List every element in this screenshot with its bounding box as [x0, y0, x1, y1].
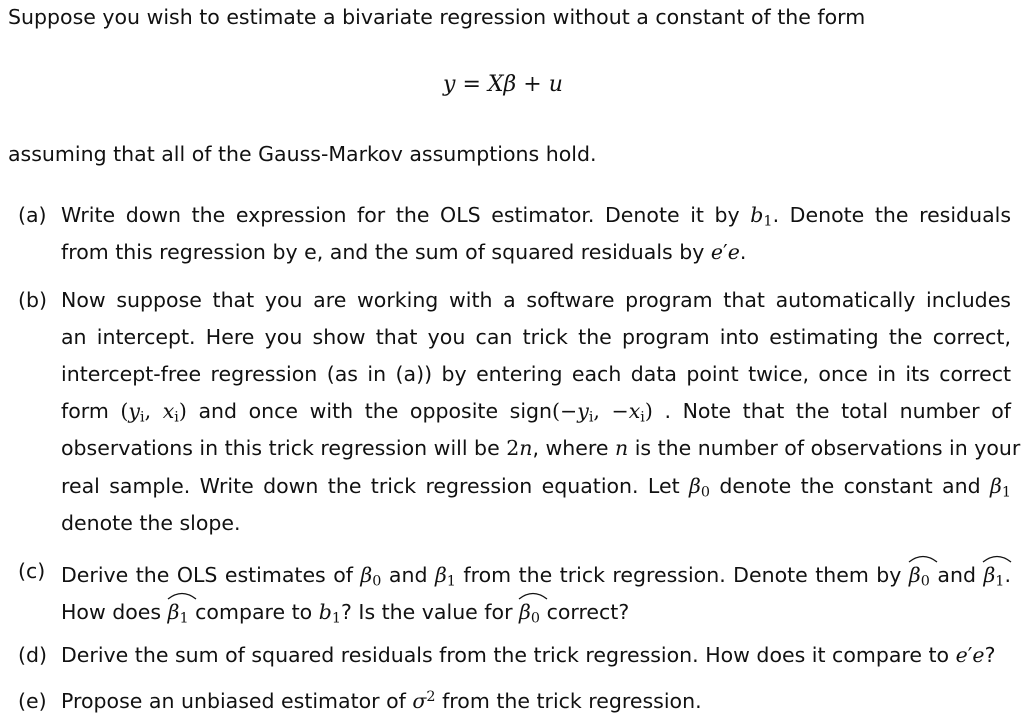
hat-accent [982, 553, 1012, 563]
part-d-line1: Derive the sum of squared residuals from the trick regression. How does it compare to e′e? [61, 643, 996, 667]
hat-accent [908, 553, 938, 563]
part-e-label: (e) [18, 689, 47, 713]
beta1-symbol: $\beta_1$ [434, 563, 456, 590]
2n-symbol: 2n [506, 436, 533, 460]
sigma-squared-symbol: $\sigma^2$ [412, 689, 436, 714]
part-b-line5: observations in this trick regression will be 2n, where n is the number of observations in your [61, 436, 1021, 460]
part-a-line1: Write down the expression for the OLS estimator. Denote it by $b_1$. Denote the residuals [61, 203, 1012, 230]
beta0-symbol: $\beta_0$ [360, 563, 382, 590]
beta0-hat-symbol: $\beta_0$ [909, 559, 930, 590]
beta1-symbol: $\beta_1$ [990, 474, 1011, 501]
part-c-line1: Derive the OLS estimates of $\beta_0$ and $\beta_1$ from the trick regression. Denote them by $\beta_0$ and $\beta_1$. [61, 559, 1011, 590]
intro-sentence: Suppose you wish to estimate a bivariate regression without a constant of the form [8, 5, 866, 29]
b1-symbol: $b_1$ [750, 203, 773, 230]
yi-xi-pair: ($y_i$, $x_i$) [120, 399, 187, 426]
part-b-line3: intercept-free regression (as in (a)) by entering each data point twice, once in its correct [61, 362, 1011, 386]
part-b-line6: real sample. Write down the trick regression equation. Let $\beta_0$ denote the constant and $\beta_1$ [61, 474, 1011, 501]
beta1-hat-symbol: $\beta_1$ [168, 596, 189, 627]
part-b-line7: denote the slope. [61, 511, 241, 535]
part-c-label: (c) [18, 559, 46, 583]
eprime-e-symbol: e′e [710, 240, 740, 264]
part-b-label: (b) [18, 288, 48, 312]
hat-accent [167, 590, 197, 600]
eprime-e-symbol: e′e [955, 643, 985, 667]
part-a-label: (a) [18, 203, 47, 227]
part-b-line1: Now suppose that you are working with a software program that automatically includes [61, 288, 1011, 312]
part-a-line2: from this regression by e, and the sum of squared residuals by e′e. [61, 240, 747, 264]
beta1-hat-symbol: $\beta_1$ [983, 559, 1004, 590]
part-c-line2: How does $\beta_1$ compare to $b_1$? Is the value for $\beta_0$ correct? [61, 596, 629, 627]
part-d-label: (d) [18, 643, 48, 667]
n-symbol: n [615, 436, 629, 460]
part-b-line4: form ($y_i$, $x_i$) and once with the opposite $sign(-y_i$, $-x_i$) . Note that the total number of [61, 399, 1011, 426]
assumption-text: assuming that all of the Gauss-Markov assumptions hold. [8, 142, 597, 166]
part-e-line1: Propose an unbiased estimator of $\sigma^2$ from the trick regression. [61, 689, 702, 714]
hat-accent [518, 590, 548, 600]
beta0-symbol: $\beta_0$ [689, 474, 711, 501]
regression-equation: y = Xβ + u [443, 72, 563, 97]
beta0-hat-symbol: $\beta_0$ [519, 596, 540, 627]
part-b-line2: an intercept. Here you show that you can trick the program into estimating the correct, [61, 325, 1011, 349]
b1-symbol: $b_1$ [318, 600, 341, 627]
neg-yi-xi-pair: ($-y_i$, $-x_i$) [552, 399, 653, 426]
